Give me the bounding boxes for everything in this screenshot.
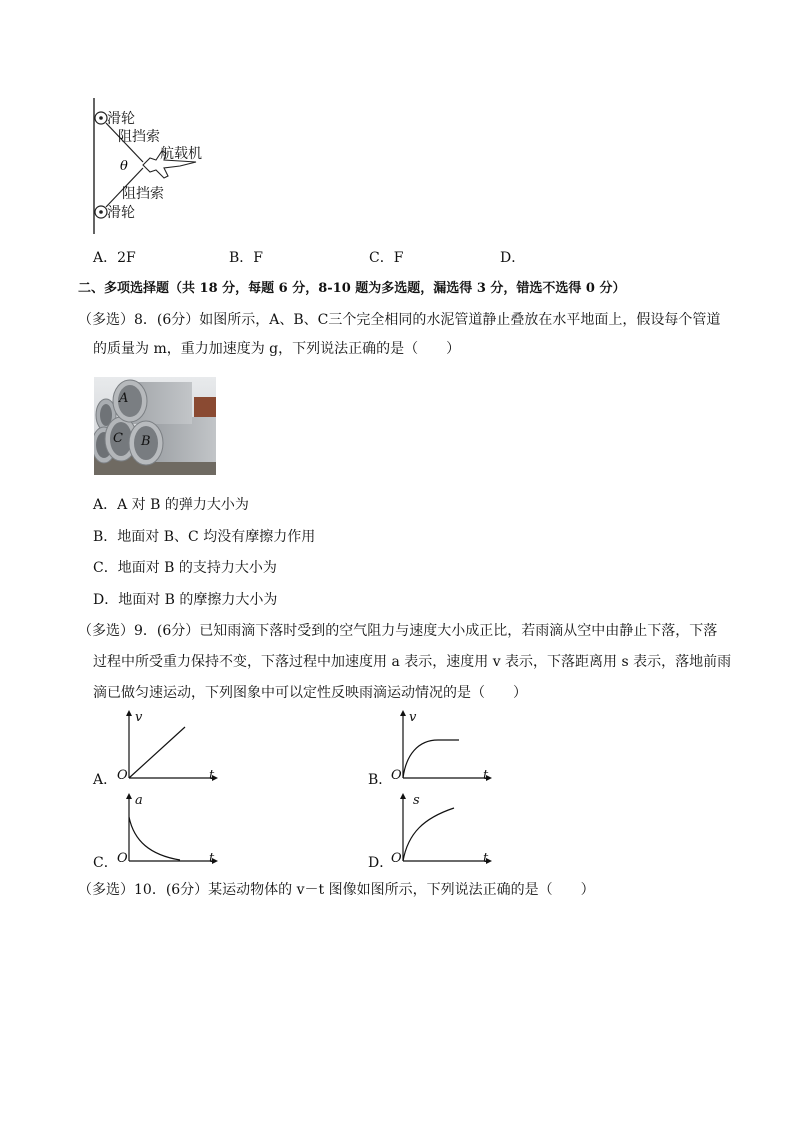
q9-graph-a-label: A． — [93, 772, 118, 788]
cable-top-label: 阻挡索 — [118, 129, 160, 145]
graph-b-xlabel: t — [483, 768, 489, 783]
graph-b-ylabel: v — [409, 710, 417, 725]
q9-stem-line2: 过程中所受重力保持不变，下落过程中加速度用 a 表示，速度用 v 表示，下落距离用 s 表示，落地前雨 — [93, 654, 732, 670]
pulley-top-label: 滑轮 — [107, 111, 135, 127]
q8-option-a: A．A 对 B 的弹力大小为 — [93, 497, 249, 513]
graph-c-xlabel: t — [209, 851, 215, 866]
q8-option-d: D．地面对 B 的摩擦力大小为 — [93, 592, 278, 608]
graph-d-origin: O — [391, 851, 402, 866]
pipe-label-b: B — [141, 434, 151, 449]
q7-option-d: D． — [500, 250, 526, 266]
q7-option-c: C．F — [369, 250, 404, 266]
graph-d-ylabel: s — [413, 793, 420, 808]
q9-graph-b — [386, 710, 496, 785]
pipe-label-a: A — [119, 391, 129, 406]
q7-option-a: A．2F — [93, 250, 136, 266]
q8-stem-line2: 的质量为 m，重力加速度为 g，下列说法正确的是（ ） — [93, 341, 461, 357]
graph-b-origin: O — [391, 768, 402, 783]
section-2-header: 二、多项选择题（共 18 分，每题 6 分，8-10 题为多选题，漏选得 3 分，错选不选得 0 分） — [78, 281, 626, 296]
svg-text:θ: θ — [120, 159, 128, 174]
cable-bottom-label: 阻挡索 — [122, 186, 164, 202]
pipe-label-c: C — [113, 431, 123, 446]
graph-c-ylabel: a — [135, 793, 143, 808]
graph-a-ylabel: v — [135, 710, 143, 725]
graph-c-origin: O — [117, 851, 128, 866]
graph-d-xlabel: t — [483, 851, 489, 866]
q7-figure — [88, 96, 218, 236]
q9-stem-line1: （多选）9．(6分）已知雨滴下落时受到的空气阻力与速度大小成正比，若雨滴从空中由静止下落，下落 — [78, 623, 718, 639]
q9-stem-line3: 滴已做匀速运动，下列图象中可以定性反映雨滴运动情况的是（ ） — [93, 685, 527, 701]
q9-graph-c-label: C． — [93, 855, 118, 871]
q9-graph-d — [386, 793, 496, 868]
q9-graph-b-label: B． — [368, 772, 393, 788]
graph-a-origin: O — [117, 768, 128, 783]
q8-option-b: B．地面对 B、C 均没有摩擦力作用 — [93, 529, 316, 545]
pipes-photo — [94, 377, 216, 475]
pulley-bottom-label: 滑轮 — [107, 205, 135, 221]
aircraft-label: 航载机 — [160, 146, 202, 162]
q9-graph-a — [112, 710, 222, 785]
q8-stem-line1: （多选）8．(6分）如图所示，A、B、C三个完全相同的水泥管道静止叠放在水平地面上，假设每个管道 — [78, 312, 721, 328]
q10-stem-line1: （多选）10．(6分）某运动物体的 v－t 图像如图所示，下列说法正确的是（ ） — [78, 882, 595, 898]
q9-graph-d-label: D． — [368, 855, 394, 871]
q8-option-c: C．地面对 B 的支持力大小为 — [93, 560, 277, 576]
q9-graph-c — [112, 793, 222, 868]
q7-option-b: B．F — [229, 250, 264, 266]
graph-a-xlabel: t — [209, 768, 215, 783]
